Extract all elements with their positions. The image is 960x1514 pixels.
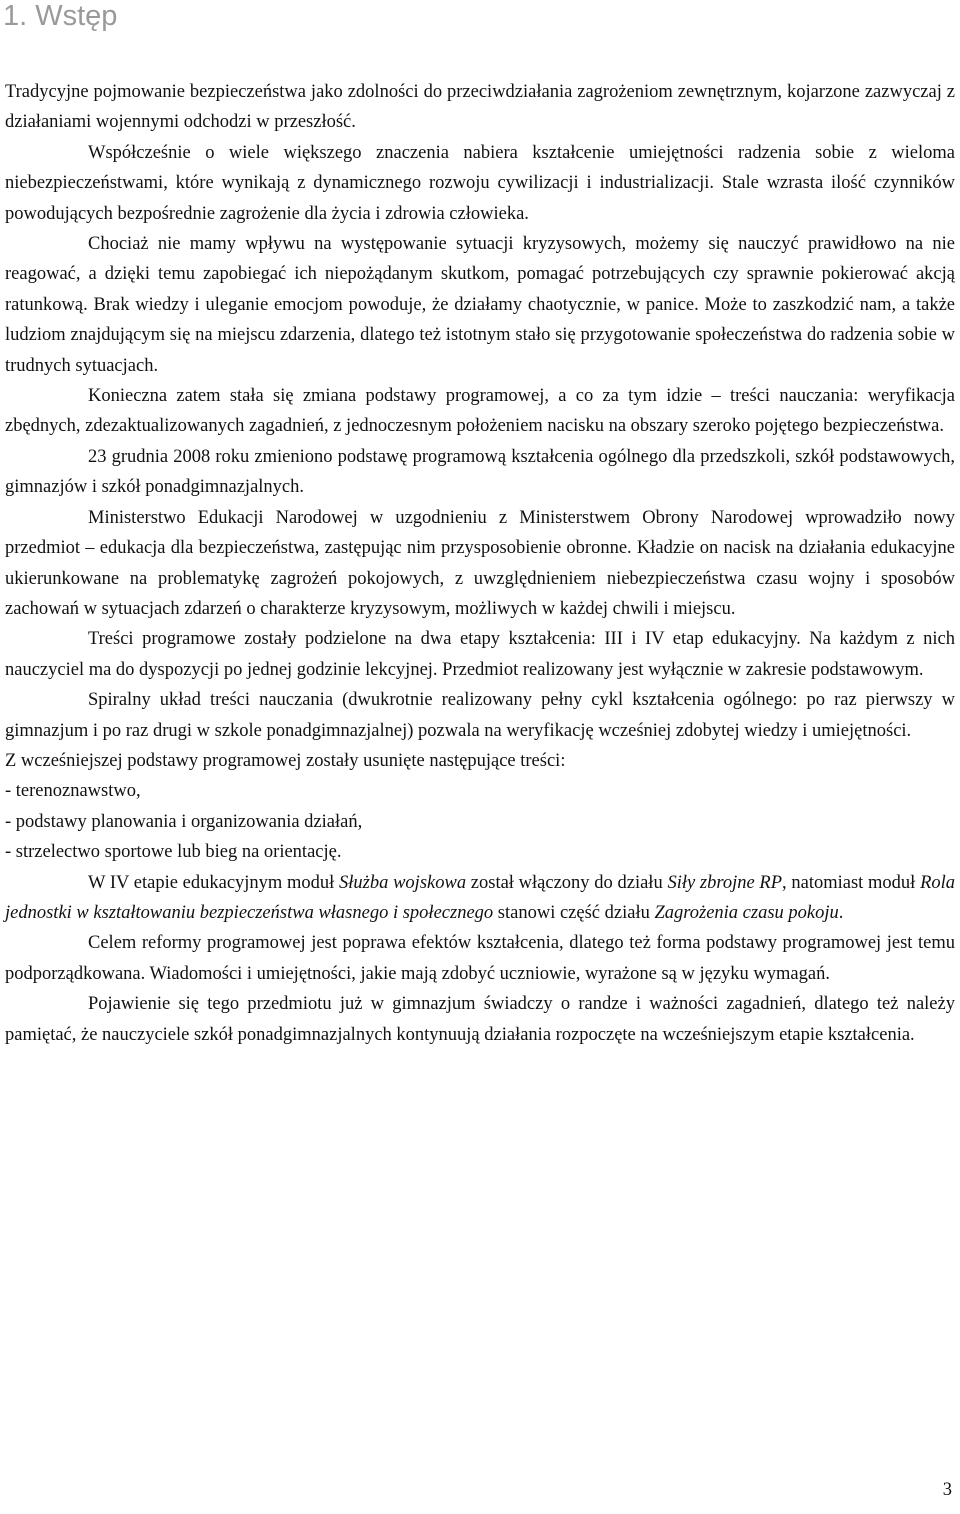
list-item: - podstawy planowania i organizowania działań, bbox=[5, 811, 363, 832]
paragraph-2: Współcześnie o wiele większego znaczenia nabiera kształcenie umiejętności radzenia sobie z wieloma niebezpieczeństwami, które wynikają z dynamicznego rozwoju cywilizacji i industrializacji. Stale wzrasta ilość czynników powodujących bezpośrednie zagrożenie dla życia i zdrowia człowieka. bbox=[5, 142, 955, 224]
text-run: stanowi część działu bbox=[493, 902, 655, 923]
module-name-sluzba-wojskowa: Służba wojskowa bbox=[339, 872, 467, 893]
paragraph-11: Celem reformy programowej jest poprawa efektów kształcenia, dlatego też forma podstawy programowej jest temu podporządkowana. Wiadomości i umiejętności, jakie mają zdobyć uczniowie, wyrażone są w języku wymagań. bbox=[5, 933, 955, 984]
section-heading: 1. Wstęp bbox=[3, 0, 118, 32]
module-name-rola-jednostki: Rola jednostki w kształtowaniu bezpieczeństwa własnego i społecznego bbox=[5, 872, 956, 923]
text-run: , natomiast moduł bbox=[782, 872, 921, 893]
paragraph-12: Pojawienie się tego przedmiotu już w gimnazjum świadczy o randze i ważności zagadnień, dlatego też należy pamiętać, że nauczyciele szkół ponadgimnazjalnych kontynuują działania rozpoczęte na wcześniejszym etapie kształcenia. bbox=[5, 994, 955, 1045]
list-item: - strzelectwo sportowe lub bieg na orientację. bbox=[5, 842, 342, 863]
section-name-sily-zbrojne: Siły zbrojne RP bbox=[667, 872, 783, 893]
paragraph-10 bbox=[5, 868, 955, 929]
list-item: - terenoznawstwo, bbox=[5, 781, 141, 802]
paragraph-6: Ministerstwo Edukacji Narodowej w uzgodnieniu z Ministerstwem Obrony Narodowej wprowadziło nowy przedmiot – edukacja dla bezpieczeństwa, zastępując nim przysposobienie obronne. Kładzie on nacisk na działania edukacyjne ukierunkowane na problematykę zagrożeń pokojowych, z uwzględnieniem niebezpieczeństwa czasu wojny i sposobów zachowań w sytuacjach zdarzeń o charakterze kryzysowym, możliwych w każdej chwili i miejscu. bbox=[5, 507, 955, 619]
body-text bbox=[5, 77, 955, 1050]
paragraph-3: Chociaż nie mamy wpływu na występowanie sytuacji kryzysowych, możemy się nauczyć prawidłowo na nie reagować, a dzięki temu zapobiegać ich niepożądanym skutkom, pomagać potrzebujących czy sprawnie pokierować akcją ratunkową. Brak wiedzy i uleganie emocjom powoduje, że działamy chaotycznie, w panice. Może to zaszkodzić nam, a także ludziom znajdującym się na miejscu zdarzenia, dlatego też istotnym stało się przygotowanie społeczeństwa do radzenia sobie w trudnych sytuacjach. bbox=[5, 234, 955, 376]
section-name-zagrozenia: Zagrożenia czasu pokoju bbox=[654, 902, 839, 923]
paragraph-9: Z wcześniejszej podstawy programowej zostały usunięte następujące treści: bbox=[5, 750, 566, 771]
paragraph-8: Spiralny układ treści nauczania (dwukrotnie realizowany pełny cykl kształcenia ogólnego: po raz pierwszy w gimnazjum i po raz drugi w szkole ponadgimnazjalnej) pozwala na weryfikację wcześniej zdobytej wiedzy i umiejętności. bbox=[5, 690, 955, 741]
paragraph-1: Tradycyjne pojmowanie bezpieczeństwa jako zdolności do przeciwdziałania zagrożeniom zewnętrznym, kojarzone zazwyczaj z działaniami wojennymi odchodzi w przeszłość. bbox=[5, 82, 955, 133]
paragraph-4: Konieczna zatem stała się zmiana podstawy programowej, a co za tym idzie – treści nauczania: weryfikacja zbędnych, zdezaktualizowanych zagadnień, z jednoczesnym położeniem nacisku na obszary szeroko pojętego bezpieczeństwa. bbox=[5, 386, 955, 437]
paragraph-7: Treści programowe zostały podzielone na dwa etapy kształcenia: III i IV etap edukacyjny. Na każdym z nich nauczyciel ma do dyspozycji po jednej godzinie lekcyjnej. Przedmiot realizowany jest wyłącznie w zakresie podstawowym. bbox=[5, 629, 955, 680]
page-number: 3 bbox=[942, 1480, 952, 1500]
text-run: został włączony do działu bbox=[466, 872, 668, 893]
paragraph-5: 23 grudnia 2008 roku zmieniono podstawę programową kształcenia ogólnego dla przedszkoli, szkół podstawowych, gimnazjów i szkół ponadgimnazjalnych. bbox=[5, 446, 955, 498]
text-run: W IV etapie edukacyjnym moduł bbox=[88, 872, 340, 893]
text-run: . bbox=[838, 902, 844, 923]
